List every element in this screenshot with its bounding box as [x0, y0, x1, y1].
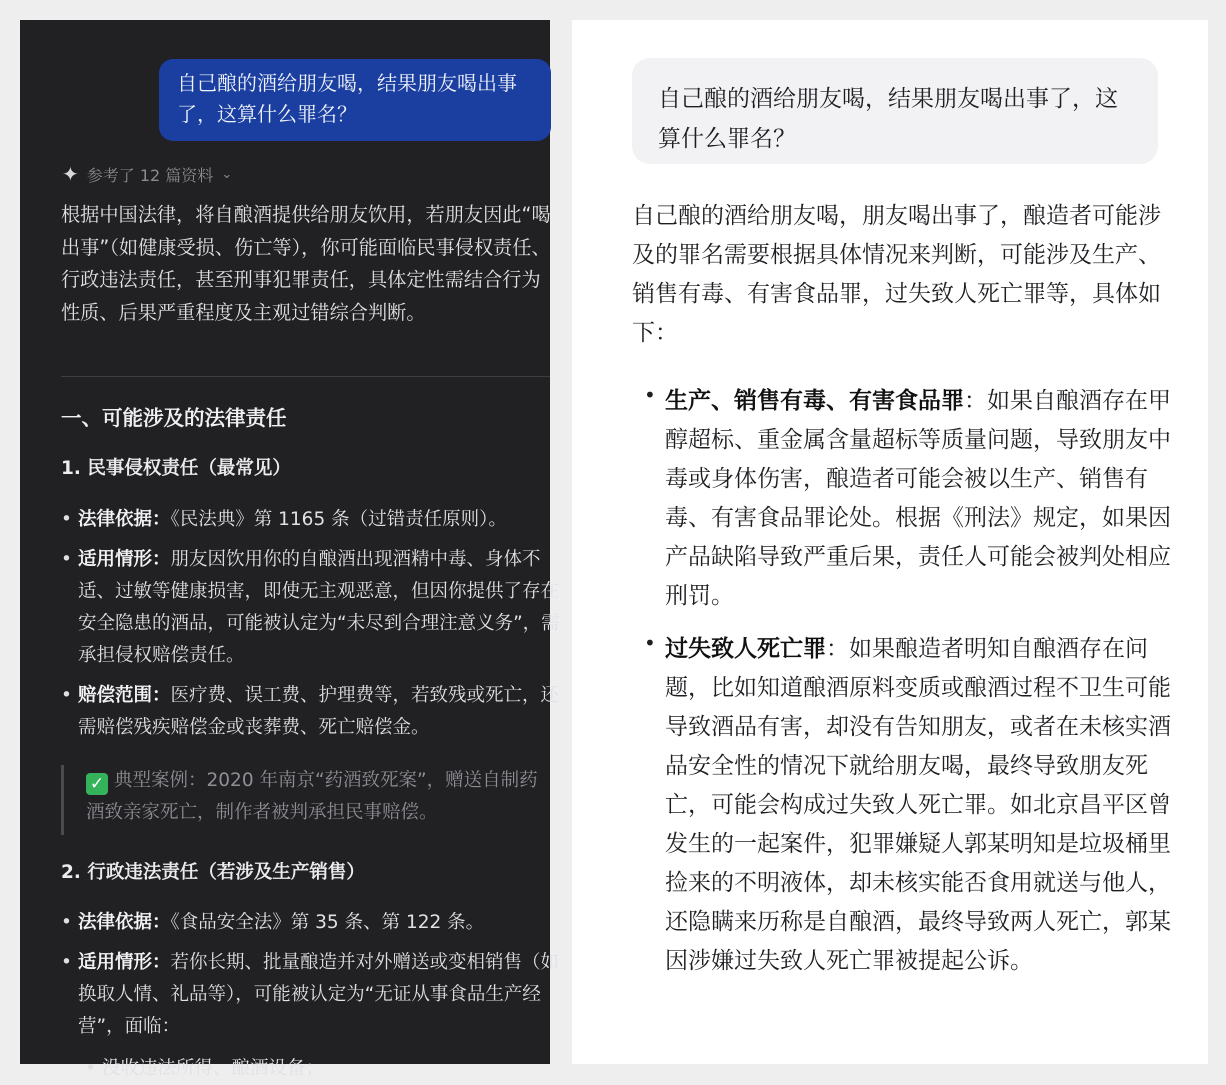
- list-item: [61, 544, 561, 672]
- item-text: 如果自酿酒存在甲醇超标、重金属含量超标等质量问题，导致朋友中毒或身体伤害，酿造者可能会被以生产、销售有毒、有害食品罪论处。根据《刑法》规定，如果因产品缺陷导致严重后果，责任人可能会被判处相应刑罚。: [665, 388, 1171, 609]
- item-sep: ：: [964, 388, 987, 414]
- user-message-bubble: [159, 59, 551, 141]
- answer-intro: 自己酿的酒给朋友喝，朋友喝出事了，酿造者可能涉及的罪名需要根据具体情况来判断，可能涉及生产、销售有毒、有害食品罪，过失致人死亡罪等，具体如下：: [632, 203, 1161, 346]
- case-quote: [61, 765, 546, 835]
- item-label: 生产、销售有毒、有害食品罪: [665, 388, 964, 414]
- user-message-bubble: [632, 58, 1158, 164]
- case-text: 2020 年南京“药酒致死案”，赠送自制药酒致亲家死亡，制作者被判承担民事赔偿。: [86, 770, 538, 823]
- civil-heading: 1. 民事侵权责任（最常见）: [61, 458, 291, 479]
- item-label: 适用情形：: [78, 952, 171, 973]
- references-label: 参考了 12 篇资料: [86, 165, 214, 185]
- case-label: 典型案例：: [114, 770, 207, 791]
- item-text: 《民法典》第 1165 条（过错责任原则）。: [170, 509, 507, 530]
- answer-intro: 根据中国法律，将自酿酒提供给朋友饮用，若朋友因此“喝出事”（如健康受损、伤亡等），你可能面临民事侵权责任、行政违法责任，甚至刑事犯罪责任，具体定性需结合行为性质、后果严重程度及主观过错综合判断。: [61, 203, 551, 324]
- item-text: 朋友因饮用你的自酿酒出现酒精中毒、身体不适、过敏等健康损害，即使无主观恶意，但因你提供了存在安全隐患的酒品，可能被认定为“未尽到合理注意义务”，需承担侵权赔偿责任。: [78, 549, 560, 666]
- chevron-down-icon: ⌄: [221, 166, 233, 182]
- item-sep: ：: [826, 636, 849, 662]
- section-title: 一、可能涉及的法律责任: [61, 406, 287, 430]
- user-message-text: 自己酿的酒给朋友喝，结果朋友喝出事了，这算什么罪名？: [177, 71, 517, 126]
- references-toggle[interactable]: [62, 161, 232, 187]
- sub-list-item: • 没收违法所得、酿酒设备；: [85, 1053, 545, 1085]
- check-mark-icon: ✓: [86, 773, 108, 795]
- list-item: [61, 504, 561, 536]
- user-message-text: 自己酿的酒给朋友喝，结果朋友喝出事了，这算什么罪名？: [658, 86, 1118, 152]
- list-item: [61, 947, 561, 1043]
- item-text: 医疗费、误工费、护理费等，若致残或死亡，还需赔偿残疾赔偿金或丧葬费、死亡赔偿金。: [78, 685, 560, 738]
- list-item: [61, 680, 561, 744]
- item-label: 赔偿范围：: [78, 685, 171, 706]
- admin-sub-list: [85, 1053, 545, 1085]
- admin-heading: 2. 行政违法责任（若涉及生产销售）: [61, 862, 365, 883]
- list-item: [632, 630, 1172, 981]
- item-label: 适用情形：: [78, 549, 171, 570]
- item-label: 法律依据：: [78, 912, 171, 933]
- item-text: 如果酿造者明知自酿酒存在问题，比如知道酿酒原料变质或酿酒过程不卫生可能导致酒品有害，却没有告知朋友，或者在未核实酒品安全性的情况下就给朋友喝，最终导致朋友死亡，可能会构成过失致人死亡罪。如北京昌平区曾发生的一起案件，犯罪嫌疑人郭某明知是垃圾桶里捡来的不明液体，却未核实能否食用就送与他人，还隐瞒来历称是自酿酒，最终导致两人死亡，郭某因涉嫌过失致人死亡罪被提起公诉。: [665, 636, 1171, 974]
- list-item: [61, 907, 561, 939]
- item-text: 《食品安全法》第 35 条、第 122 条。: [170, 912, 485, 933]
- left-chat-panel: [20, 20, 560, 1079]
- sparkle-icon: ✦: [62, 162, 79, 186]
- list-item: [632, 382, 1172, 616]
- admin-list: [61, 907, 561, 1043]
- divider: [61, 376, 550, 377]
- crime-list: [632, 382, 1172, 995]
- item-label: 过失致人死亡罪: [665, 636, 826, 662]
- civil-list: [61, 504, 561, 744]
- item-label: 法律依据：: [78, 509, 171, 530]
- item-text: 若你长期、批量酿造并对外赠送或变相销售（如换取人情、礼品等），可能被认定为“无证从事食品生产经营”，面临：: [78, 952, 560, 1037]
- right-chat-panel: [572, 20, 1208, 1064]
